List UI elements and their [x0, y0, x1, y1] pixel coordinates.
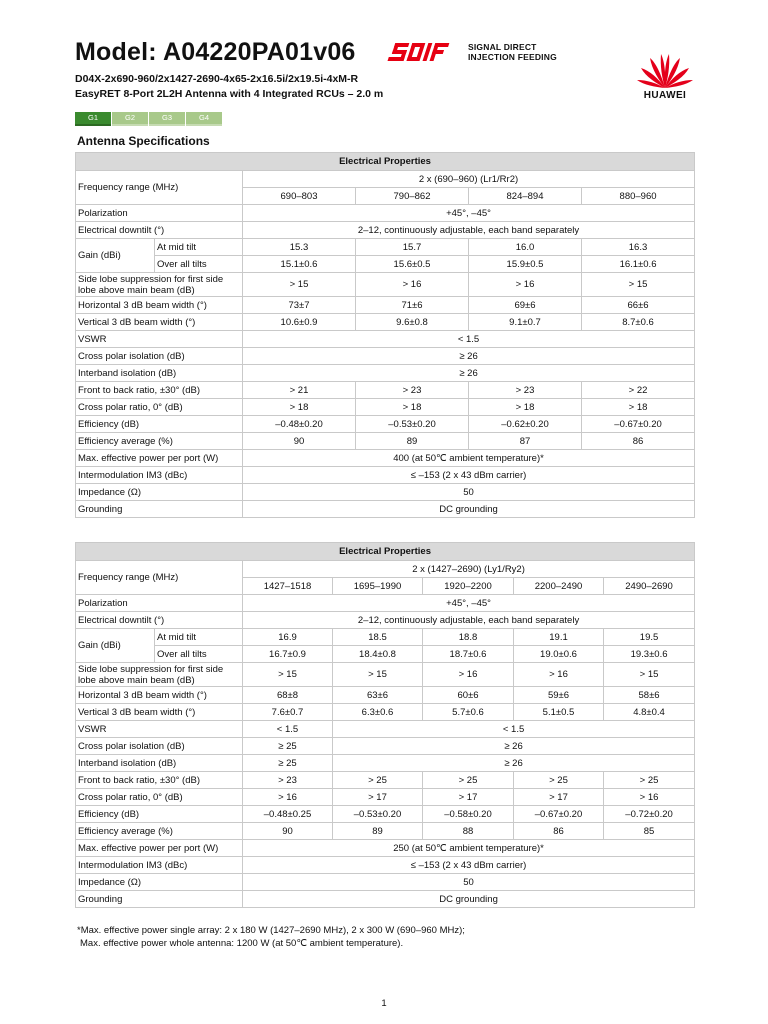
row-label: Vertical 3 dB beam width (°)	[76, 704, 243, 721]
cell: > 25	[514, 772, 604, 789]
band: 880–960	[582, 188, 695, 205]
cell: > 21	[243, 382, 356, 399]
row-label: Interband isolation (dB)	[76, 365, 243, 382]
cell: > 17	[423, 789, 514, 806]
cell: +45°, –45°	[243, 595, 695, 612]
label-line: Side lobe suppression for first side	[78, 663, 224, 675]
row-label: Electrical downtilt (°)	[76, 222, 243, 239]
cell: –0.48±0.25	[243, 806, 333, 823]
sdif-tagline	[468, 42, 557, 62]
cell: 16.9	[243, 629, 333, 646]
sdif-line-2: INJECTION FEEDING	[468, 52, 557, 62]
cell: 15.9±0.5	[469, 256, 582, 273]
table-row	[76, 646, 695, 663]
cell: 16.7±0.9	[243, 646, 333, 663]
row-label: Polarization	[76, 595, 243, 612]
spec-table-high-band	[75, 542, 695, 908]
cell: > 16	[514, 663, 604, 687]
table-header: Electrical Properties	[76, 543, 695, 561]
freq-group: 2 x (690–960) (Lr1/Rr2)	[243, 171, 695, 188]
cell: ≥ 26	[333, 755, 695, 772]
cell: 71±6	[356, 297, 469, 314]
cell: > 15	[243, 663, 333, 687]
footnote-line-1: *Max. effective power single array: 2 x 180 W (1427–2690 MHz), 2 x 300 W (690–960 MHz);	[77, 925, 465, 936]
table-row	[76, 239, 695, 256]
row-label: Efficiency average (%)	[76, 823, 243, 840]
tab-g2[interactable]: G2	[112, 112, 148, 126]
cell: 58±6	[604, 687, 695, 704]
cell: 9.1±0.7	[469, 314, 582, 331]
band: 690–803	[243, 188, 356, 205]
table-row	[76, 450, 695, 467]
table-row	[76, 789, 695, 806]
table-row	[76, 382, 695, 399]
band: 1695–1990	[333, 578, 423, 595]
cell: –0.58±0.20	[423, 806, 514, 823]
table-row	[76, 314, 695, 331]
cell: 4.8±0.4	[604, 704, 695, 721]
table-row	[76, 222, 695, 239]
cell: ≤ –153 (2 x 43 dBm carrier)	[243, 857, 695, 874]
band: 1920–2200	[423, 578, 514, 595]
row-label: Front to back ratio, ±30° (dB)	[76, 382, 243, 399]
cell: 89	[333, 823, 423, 840]
cell: 66±6	[582, 297, 695, 314]
cell: > 16	[423, 663, 514, 687]
cell: > 15	[604, 663, 695, 687]
row-label: Cross polar isolation (dB)	[76, 738, 243, 755]
table-row	[76, 561, 695, 578]
row-sublabel: At mid tilt	[155, 629, 243, 646]
page-number: 1	[381, 998, 387, 1009]
table-row	[76, 857, 695, 874]
cell: < 1.5	[243, 721, 333, 738]
cell: 2–12, continuously adjustable, each band separately	[243, 222, 695, 239]
cell: 8.7±0.6	[582, 314, 695, 331]
cell: 59±6	[514, 687, 604, 704]
cell: –0.72±0.20	[604, 806, 695, 823]
cell: 18.5	[333, 629, 423, 646]
table-row	[76, 348, 695, 365]
cell: < 1.5	[333, 721, 695, 738]
row-label: Impedance (Ω)	[76, 484, 243, 501]
band: 824–894	[469, 188, 582, 205]
row-label: Grounding	[76, 501, 243, 518]
cell: 63±6	[333, 687, 423, 704]
cell: > 23	[243, 772, 333, 789]
cell: ≥ 26	[243, 365, 695, 382]
cell: > 18	[469, 399, 582, 416]
table-row	[76, 687, 695, 704]
footnote	[77, 924, 465, 950]
table-row	[76, 840, 695, 857]
huawei-logo-icon	[630, 42, 700, 90]
table-header: Electrical Properties	[76, 153, 695, 171]
cell: > 17	[333, 789, 423, 806]
cell: > 18	[356, 399, 469, 416]
cell: > 23	[469, 382, 582, 399]
row-label: Interband isolation (dB)	[76, 755, 243, 772]
cell: ≥ 26	[243, 348, 695, 365]
cell: > 16	[243, 789, 333, 806]
cell: 15.1±0.6	[243, 256, 356, 273]
table-row	[76, 433, 695, 450]
table-row	[76, 331, 695, 348]
cell: 16.0	[469, 239, 582, 256]
row-label: Grounding	[76, 891, 243, 908]
row-label: Cross polar isolation (dB)	[76, 348, 243, 365]
cell: 16.3	[582, 239, 695, 256]
generation-tabs	[75, 112, 223, 126]
row-label: VSWR	[76, 331, 243, 348]
table-row	[76, 704, 695, 721]
cell: 86	[582, 433, 695, 450]
model-code: D04X-2x690-960/2x1427-2690-4x65-2x16.5i/2x19.5i-4xM-R	[75, 73, 359, 85]
cell: ≤ –153 (2 x 43 dBm carrier)	[243, 467, 695, 484]
table-row	[76, 416, 695, 433]
cell: 16.1±0.6	[582, 256, 695, 273]
cell: > 22	[582, 382, 695, 399]
cell: 86	[514, 823, 604, 840]
cell: 50	[243, 874, 695, 891]
cell: 89	[356, 433, 469, 450]
cell: 69±6	[469, 297, 582, 314]
cell: 5.1±0.5	[514, 704, 604, 721]
cell: > 25	[423, 772, 514, 789]
cell: –0.67±0.20	[582, 416, 695, 433]
cell: ≥ 25	[243, 738, 333, 755]
cell: > 25	[604, 772, 695, 789]
table-row	[76, 663, 695, 687]
table-row	[76, 891, 695, 908]
table-row	[76, 612, 695, 629]
cell: –0.48±0.20	[243, 416, 356, 433]
row-label: Vertical 3 dB beam width (°)	[76, 314, 243, 331]
cell: 19.0±0.6	[514, 646, 604, 663]
cell: +45°, –45°	[243, 205, 695, 222]
row-label: VSWR	[76, 721, 243, 738]
row-label	[76, 273, 243, 297]
tab-g1[interactable]: G1	[75, 112, 111, 126]
row-sublabel: Over all tilts	[155, 646, 243, 663]
sdif-line-1: SIGNAL DIRECT	[468, 42, 537, 52]
cell: DC grounding	[243, 501, 695, 518]
row-label: Max. effective power per port (W)	[76, 840, 243, 857]
cell: 87	[469, 433, 582, 450]
cell: 10.6±0.9	[243, 314, 356, 331]
row-label: Gain (dBi)	[76, 239, 155, 273]
cell: 7.6±0.7	[243, 704, 333, 721]
table-row	[76, 365, 695, 382]
table-header-row	[76, 153, 695, 171]
row-label: Max. effective power per port (W)	[76, 450, 243, 467]
cell: –0.53±0.20	[356, 416, 469, 433]
cell: 73±7	[243, 297, 356, 314]
cell: 5.7±0.6	[423, 704, 514, 721]
row-label: Frequency range (MHz)	[76, 171, 243, 205]
row-label: Horizontal 3 dB beam width (°)	[76, 297, 243, 314]
cell: > 17	[514, 789, 604, 806]
cell: > 16	[469, 273, 582, 297]
row-label: Frequency range (MHz)	[76, 561, 243, 595]
row-label: Efficiency average (%)	[76, 433, 243, 450]
row-label: Front to back ratio, ±30° (dB)	[76, 772, 243, 789]
cell: 6.3±0.6	[333, 704, 423, 721]
cell: 400 (at 50℃ ambient temperature)*	[243, 450, 695, 467]
cell: 250 (at 50℃ ambient temperature)*	[243, 840, 695, 857]
table-row	[76, 399, 695, 416]
footnote-line-2: Max. effective power whole antenna: 1200 W (at 50℃ ambient temperature).	[80, 938, 404, 949]
table-row	[76, 874, 695, 891]
row-label: Intermodulation IM3 (dBc)	[76, 467, 243, 484]
tab-g3[interactable]: G3	[149, 112, 185, 126]
cell: 2–12, continuously adjustable, each band separately	[243, 612, 695, 629]
table-row	[76, 721, 695, 738]
cell: 15.7	[356, 239, 469, 256]
band: 1427–1518	[243, 578, 333, 595]
row-label: Polarization	[76, 205, 243, 222]
table-row	[76, 772, 695, 789]
table-row	[76, 171, 695, 188]
row-label: Cross polar ratio, 0° (dB)	[76, 789, 243, 806]
cell: –0.53±0.20	[333, 806, 423, 823]
cell: 9.6±0.8	[356, 314, 469, 331]
row-label: Cross polar ratio, 0° (dB)	[76, 399, 243, 416]
cell: < 1.5	[243, 331, 695, 348]
cell: ≥ 26	[333, 738, 695, 755]
table-row	[76, 484, 695, 501]
table-row	[76, 755, 695, 772]
cell: –0.67±0.20	[514, 806, 604, 823]
band: 790–862	[356, 188, 469, 205]
cell: > 25	[333, 772, 423, 789]
band: 2200–2490	[514, 578, 604, 595]
spec-table-low-band	[75, 152, 695, 518]
huawei-wordmark: HUAWEI	[643, 90, 687, 101]
cell: DC grounding	[243, 891, 695, 908]
table-row	[76, 629, 695, 646]
label-line: lobe above main beam (dB)	[78, 674, 195, 686]
cell: 15.3	[243, 239, 356, 256]
table-header-row	[76, 543, 695, 561]
cell: > 18	[582, 399, 695, 416]
table-row	[76, 273, 695, 297]
freq-group: 2 x (1427–2690) (Ly1/Ry2)	[243, 561, 695, 578]
row-sublabel: At mid tilt	[155, 239, 243, 256]
row-label: Intermodulation IM3 (dBc)	[76, 857, 243, 874]
band: 2490–2690	[604, 578, 695, 595]
page-title: Model: A04220PA01v06	[75, 38, 356, 66]
row-label: Horizontal 3 dB beam width (°)	[76, 687, 243, 704]
cell: 50	[243, 484, 695, 501]
cell: 90	[243, 433, 356, 450]
cell: 88	[423, 823, 514, 840]
tab-g4[interactable]: G4	[186, 112, 222, 126]
table-row	[76, 823, 695, 840]
row-label: Impedance (Ω)	[76, 874, 243, 891]
cell: 18.4±0.8	[333, 646, 423, 663]
cell: 15.6±0.5	[356, 256, 469, 273]
cell: > 16	[604, 789, 695, 806]
cell: 85	[604, 823, 695, 840]
cell: –0.62±0.20	[469, 416, 582, 433]
cell: 19.5	[604, 629, 695, 646]
table-row	[76, 205, 695, 222]
cell: > 15	[243, 273, 356, 297]
cell: > 23	[356, 382, 469, 399]
cell: ≥ 25	[243, 755, 333, 772]
section-title: Antenna Specifications	[77, 134, 210, 148]
cell: 68±8	[243, 687, 333, 704]
row-label: Electrical downtilt (°)	[76, 612, 243, 629]
table-row	[76, 256, 695, 273]
cell: > 15	[333, 663, 423, 687]
cell: > 18	[243, 399, 356, 416]
label-line: lobe above main beam (dB)	[78, 284, 195, 296]
cell: 90	[243, 823, 333, 840]
cell: 60±6	[423, 687, 514, 704]
model-description: EasyRET 8-Port 2L2H Antenna with 4 Integrated RCUs – 2.0 m	[75, 88, 384, 100]
cell: 19.1	[514, 629, 604, 646]
row-label	[76, 663, 243, 687]
sdif-logo	[386, 41, 458, 63]
row-label: Efficiency (dB)	[76, 416, 243, 433]
label-line: Side lobe suppression for first side	[78, 273, 224, 285]
table-row	[76, 595, 695, 612]
row-sublabel: Over all tilts	[155, 256, 243, 273]
cell: > 16	[356, 273, 469, 297]
table-row	[76, 467, 695, 484]
cell: > 15	[582, 273, 695, 297]
row-label: Gain (dBi)	[76, 629, 155, 663]
table-row	[76, 501, 695, 518]
cell: 19.3±0.6	[604, 646, 695, 663]
cell: 18.8	[423, 629, 514, 646]
table-row	[76, 738, 695, 755]
cell: 18.7±0.6	[423, 646, 514, 663]
row-label: Efficiency (dB)	[76, 806, 243, 823]
table-row	[76, 806, 695, 823]
table-row	[76, 297, 695, 314]
